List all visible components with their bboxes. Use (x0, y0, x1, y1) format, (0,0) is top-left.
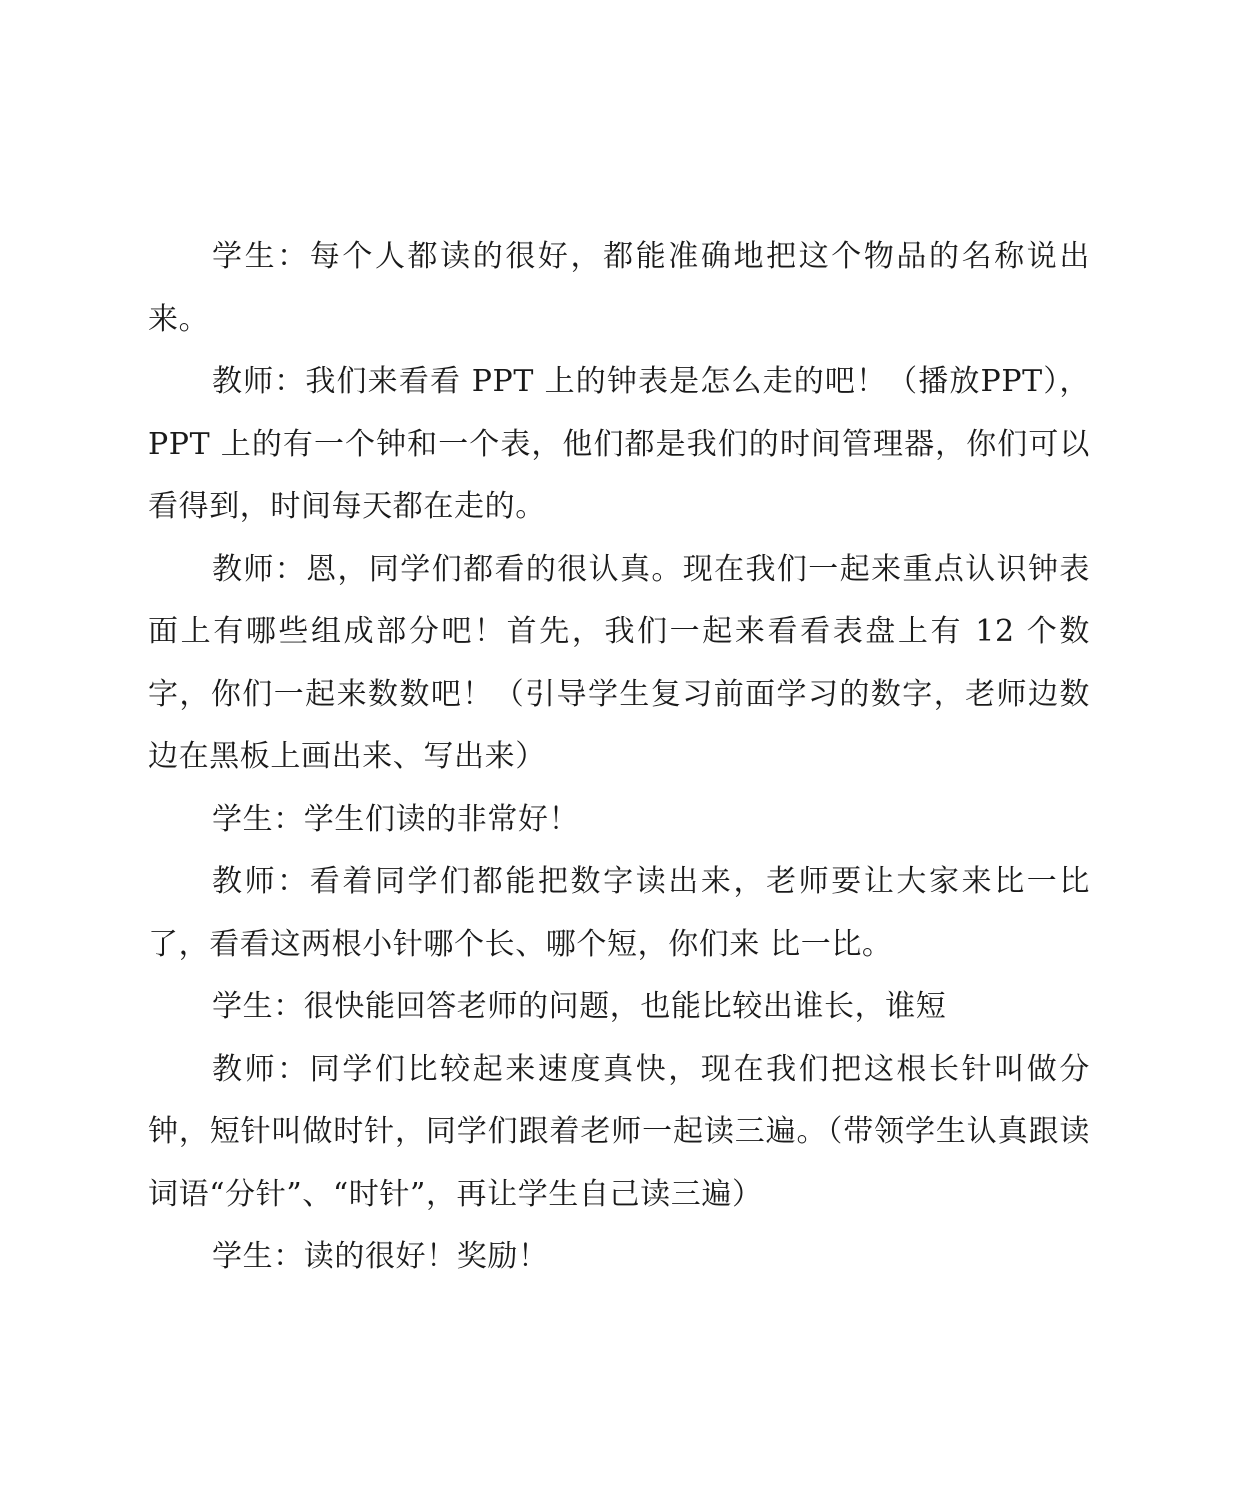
paragraph-teacher-minute-hour-hand: 教师：同学们比较起来速度真快，现在我们把这根长针叫做分钟，短针叫做时针，同学们跟着老师一起读三遍。（带领学生认真跟读词语“分针”、“时针”，再让学生自己读三遍） (148, 1051, 1090, 1212)
paragraph-teacher-ppt-clock: 教师：我们来看看 PPT 上的钟表是怎么走的吧！（播放PPT），PPT 上的有一个钟和一个表，他们都是我们的时间管理器，你们可以看得到，时间每天都在走的。 (148, 364, 1090, 524)
paragraph-teacher-compare-hands: 教师：看着同学们都能把数字读出来，老师要让大家来比一比了，看看这两根小针哪个长、哪个短，你们来 比一比。 (148, 864, 1090, 962)
paragraph-teacher-clock-face: 教师：恩，同学们都看的很认真。现在我们一起来重点认识钟表面上有哪些组成部分吧！首先，我们一起来看看表盘上有 12 个数字，你们一起来数数吧！（引导学生复习前面学习的数字，老师边数边在黑板上画出来、写出来） (148, 551, 1090, 774)
paragraph-student-answer: 学生：很快能回答老师的问题，也能比较出谁长，谁短 (212, 989, 947, 1024)
paragraph-student-praise: 学生：学生们读的非常好！ (212, 801, 580, 837)
paragraph-student-reading: 学生：每个人都读的很好，都能准确地把这个物品的名称说出来。 (148, 239, 1090, 337)
paragraph-student-reward: 学生：读的很好！奖励！ (212, 1239, 549, 1274)
document-body (148, 226, 1090, 1289)
